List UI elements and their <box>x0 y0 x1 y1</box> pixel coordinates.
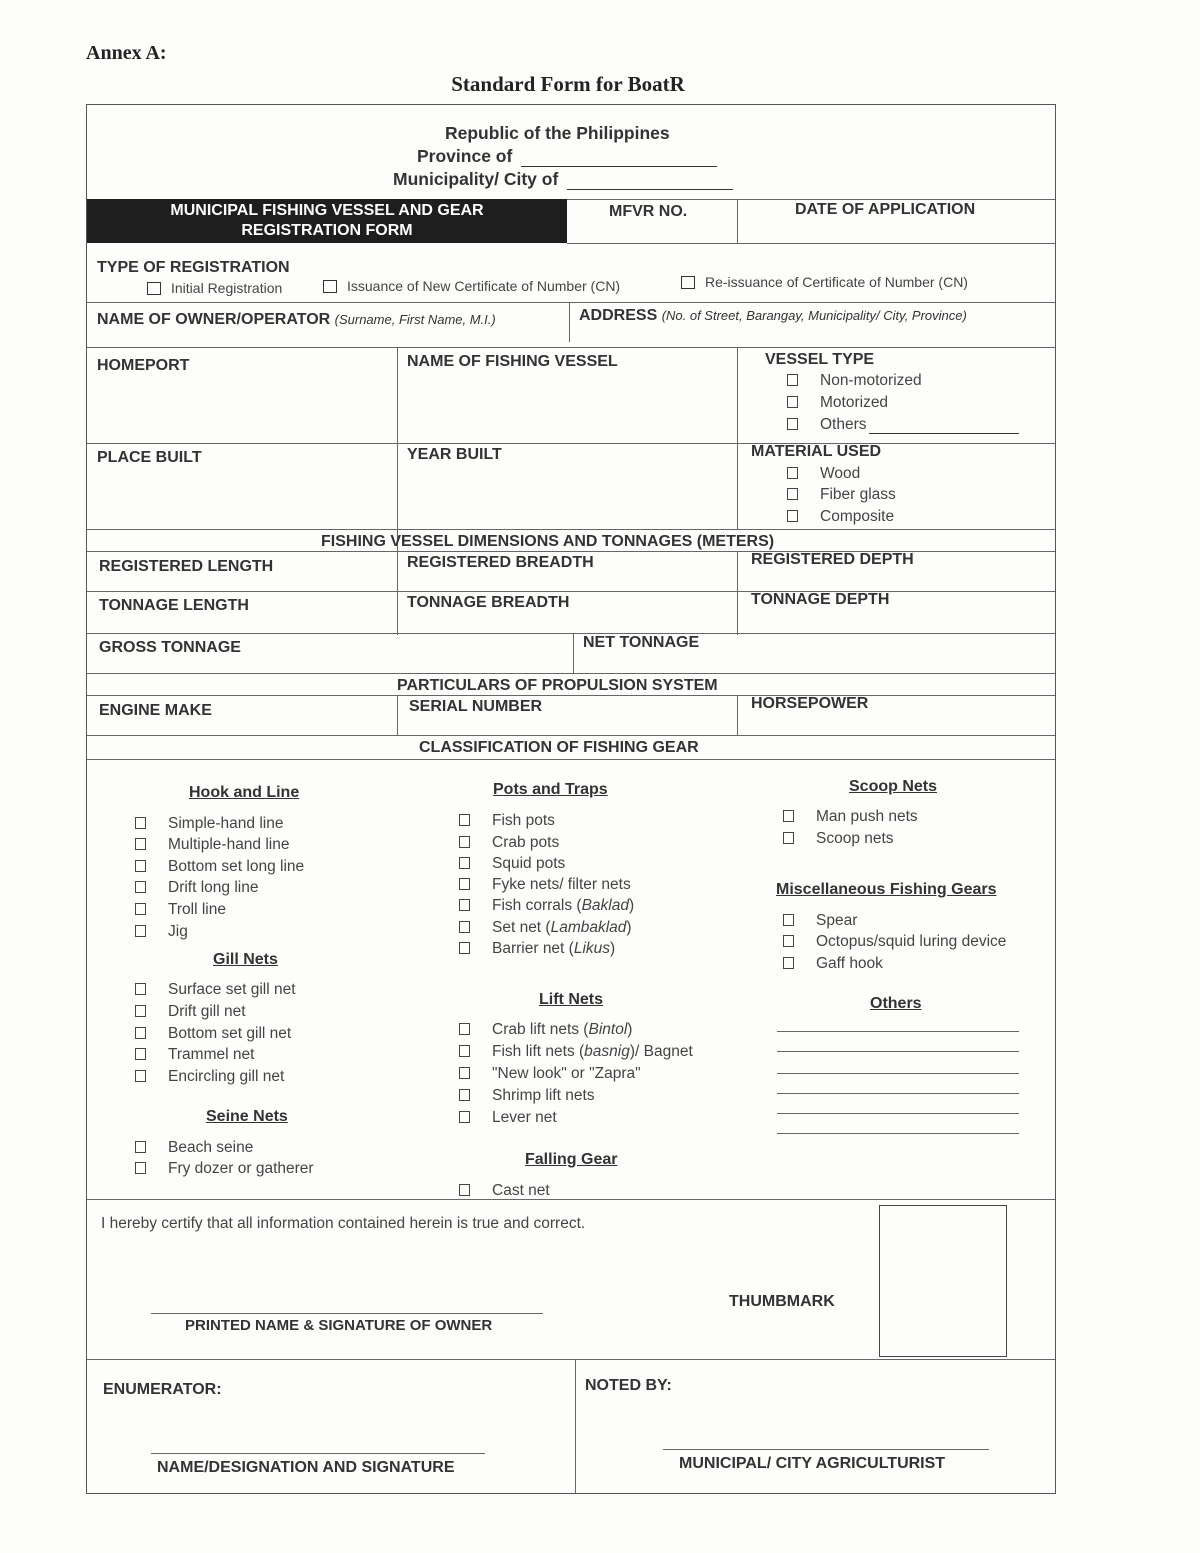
material-fiber-glass[interactable]: Fiber glass <box>787 486 896 504</box>
others-line-5[interactable] <box>777 1113 1019 1114</box>
gross-tonnage-label: GROSS TONNAGE <box>99 639 241 656</box>
type-of-registration-label: TYPE OF REGISTRATION <box>97 259 290 276</box>
owner-label: NAME OF OWNER/OPERATOR (Surname, First Name, M.I.) <box>97 311 496 328</box>
checkbox[interactable] <box>135 1162 146 1174</box>
gear-barrier-net[interactable]: Barrier net (Likus) <box>459 940 615 958</box>
form-title-bar <box>87 199 567 243</box>
checkbox[interactable] <box>459 857 470 869</box>
gear-beach-seine[interactable]: Beach seine <box>135 1139 253 1157</box>
checkbox[interactable] <box>783 957 794 969</box>
gear-lever-net[interactable]: Lever net <box>459 1109 557 1127</box>
checkbox[interactable] <box>135 838 146 850</box>
gill-nets-heading: Gill Nets <box>213 951 278 968</box>
gear-squid-pots[interactable]: Squid pots <box>459 855 565 873</box>
checkbox[interactable] <box>787 510 798 522</box>
checkbox[interactable] <box>459 1111 470 1123</box>
registration-form <box>86 104 1056 1494</box>
vessel-type-non-motorized[interactable]: Non-motorized <box>787 372 922 390</box>
checkbox[interactable] <box>787 396 798 408</box>
gear-scoop-nets[interactable]: Scoop nets <box>783 830 894 848</box>
address-label: ADDRESS (No. of Street, Barangay, Municipality/ City, Province) <box>579 307 967 324</box>
checkbox[interactable] <box>135 1005 146 1017</box>
gear-new-look[interactable]: "New look" or "Zapra" <box>459 1065 641 1083</box>
checkbox[interactable] <box>783 935 794 947</box>
reg-option-initial[interactable]: Initial Registration <box>147 280 282 296</box>
checkbox[interactable] <box>459 899 470 911</box>
municipality-label: Municipality/ City of <box>393 169 559 189</box>
vessel-name-label: NAME OF FISHING VESSEL <box>407 353 618 370</box>
others-line-6[interactable] <box>777 1133 1019 1134</box>
province-line <box>417 146 717 167</box>
checkbox[interactable] <box>135 817 146 829</box>
checkbox[interactable] <box>787 418 798 430</box>
gear-crab-lift-nets[interactable]: Crab lift nets (Bintol) <box>459 1021 632 1039</box>
gear-gaff-hook[interactable]: Gaff hook <box>783 955 883 973</box>
year-built-label: YEAR BUILT <box>407 446 502 463</box>
republic-heading: Republic of the Philippines <box>445 123 670 143</box>
checkbox[interactable] <box>135 903 146 915</box>
municipality-line <box>393 169 733 190</box>
form-title-line1: MUNICIPAL FISHING VESSEL AND GEAR <box>170 202 484 219</box>
others-line-2[interactable] <box>777 1051 1019 1052</box>
checkbox[interactable] <box>681 276 695 289</box>
gear-shrimp-lift-nets[interactable]: Shrimp lift nets <box>459 1087 595 1105</box>
checkbox[interactable] <box>135 983 146 995</box>
gear-fish-pots[interactable]: Fish pots <box>459 812 555 830</box>
checkbox[interactable] <box>459 921 470 933</box>
registered-breadth-label: REGISTERED BREADTH <box>407 554 594 571</box>
noted-by-label: NOTED BY: <box>585 1377 672 1394</box>
gear-bottom-set-long-line[interactable]: Bottom set long line <box>135 858 304 876</box>
gear-fish-corrals[interactable]: Fish corrals (Baklad) <box>459 897 634 915</box>
checkbox[interactable] <box>147 282 161 295</box>
municipality-field[interactable] <box>567 189 733 190</box>
annex-label: Annex A: <box>86 42 167 64</box>
falling-gear-heading: Falling Gear <box>525 1151 618 1168</box>
lift-nets-heading: Lift Nets <box>539 991 603 1008</box>
tonnage-depth-label: TONNAGE DEPTH <box>751 591 890 608</box>
material-wood[interactable]: Wood <box>787 465 860 483</box>
checkbox[interactable] <box>459 878 470 890</box>
serial-number-label: SERIAL NUMBER <box>409 698 543 715</box>
checkbox[interactable] <box>783 914 794 926</box>
gear-spear[interactable]: Spear <box>783 912 857 930</box>
gear-troll-line[interactable]: Troll line <box>135 901 226 919</box>
gear-multiple-hand-line[interactable]: Multiple-hand line <box>135 836 290 854</box>
checkbox[interactable] <box>459 1184 470 1196</box>
others-heading: Others <box>870 995 922 1012</box>
checkbox[interactable] <box>135 881 146 893</box>
checkbox[interactable] <box>135 1027 146 1039</box>
checkbox[interactable] <box>135 860 146 872</box>
checkbox[interactable] <box>787 374 798 386</box>
certify-statement: I hereby certify that all information contained herein is true and correct. <box>101 1215 586 1232</box>
agriculturist-signature-line[interactable] <box>663 1449 989 1450</box>
others-line-3[interactable] <box>777 1073 1019 1074</box>
document-title: Standard Form for BoatR <box>451 72 685 96</box>
gear-man-push-nets[interactable]: Man push nets <box>783 808 918 826</box>
checkbox[interactable] <box>323 280 337 293</box>
gear-fry-dozer[interactable]: Fry dozer or gatherer <box>135 1160 314 1178</box>
engine-make-label: ENGINE MAKE <box>99 702 212 719</box>
vessel-type-others[interactable]: Others <box>787 416 1019 434</box>
gear-encircling-gill-net[interactable]: Encircling gill net <box>135 1068 284 1086</box>
pots-and-traps-heading: Pots and Traps <box>493 781 608 798</box>
thumbmark-label: THUMBMARK <box>729 1293 835 1310</box>
thumbmark-box[interactable] <box>879 1205 1007 1357</box>
checkbox[interactable] <box>135 1048 146 1060</box>
checkbox[interactable] <box>459 1067 470 1079</box>
registered-length-label: REGISTERED LENGTH <box>99 558 274 575</box>
tonnage-length-label: TONNAGE LENGTH <box>99 597 249 614</box>
gear-drift-gill-net[interactable]: Drift gill net <box>135 1003 246 1021</box>
checkbox[interactable] <box>783 832 794 844</box>
province-label: Province of <box>417 146 513 166</box>
gear-jig[interactable]: Jig <box>135 923 188 941</box>
seine-nets-heading: Seine Nets <box>206 1108 288 1125</box>
gear-drift-long-line[interactable]: Drift long line <box>135 879 258 897</box>
gear-surface-set-gill-net[interactable]: Surface set gill net <box>135 981 296 999</box>
vessel-type-label: VESSEL TYPE <box>765 351 875 368</box>
gear-crab-pots[interactable]: Crab pots <box>459 834 559 852</box>
net-tonnage-label: NET TONNAGE <box>583 634 700 651</box>
checkbox[interactable] <box>459 836 470 848</box>
gear-trammel-net[interactable]: Trammel net <box>135 1046 254 1064</box>
others-line-4[interactable] <box>777 1093 1019 1094</box>
material-used-label: MATERIAL USED <box>751 443 882 460</box>
others-line-1[interactable] <box>777 1031 1019 1032</box>
checkbox[interactable] <box>459 942 470 954</box>
gear-heading: CLASSIFICATION OF FISHING GEAR <box>419 739 699 756</box>
checkbox[interactable] <box>787 467 798 479</box>
place-built-label: PLACE BUILT <box>97 449 202 466</box>
dimensions-heading: FISHING VESSEL DIMENSIONS AND TONNAGES (METERS) <box>321 533 775 550</box>
date-of-application-label: DATE OF APPLICATION <box>795 201 976 218</box>
propulsion-heading: PARTICULARS OF PROPULSION SYSTEM <box>397 677 718 694</box>
enumerator-signature-line[interactable] <box>151 1453 485 1454</box>
checkbox[interactable] <box>135 1070 146 1082</box>
gear-fish-lift-nets[interactable]: Fish lift nets (basnig)/ Bagnet <box>459 1043 693 1061</box>
checkbox[interactable] <box>787 488 798 500</box>
checkbox[interactable] <box>783 810 794 822</box>
mfvr-no-label: MFVR NO. <box>609 203 688 220</box>
registered-depth-label: REGISTERED DEPTH <box>751 551 914 568</box>
owner-signature-label: PRINTED NAME & SIGNATURE OF OWNER <box>185 1317 493 1334</box>
gear-bottom-set-gill-net[interactable]: Bottom set gill net <box>135 1025 291 1043</box>
checkbox[interactable] <box>459 1089 470 1101</box>
reg-option-reissue-cn[interactable]: Re-issuance of Certificate of Number (CN) <box>681 274 968 290</box>
hook-and-line-heading: Hook and Line <box>189 784 300 801</box>
checkbox[interactable] <box>135 925 146 937</box>
province-field[interactable] <box>521 166 717 167</box>
checkbox[interactable] <box>459 1023 470 1035</box>
name-designation-label: NAME/DESIGNATION AND SIGNATURE <box>157 1459 455 1476</box>
horsepower-label: HORSEPOWER <box>751 695 869 712</box>
owner-signature-line[interactable] <box>151 1313 543 1314</box>
checkbox[interactable] <box>459 1045 470 1057</box>
enumerator-label: ENUMERATOR: <box>103 1381 222 1398</box>
others-field[interactable] <box>869 433 1019 434</box>
gear-fyke-nets[interactable]: Fyke nets/ filter nets <box>459 876 631 894</box>
checkbox[interactable] <box>135 1141 146 1153</box>
homeport-label: HOMEPORT <box>97 357 190 374</box>
agriculturist-label: MUNICIPAL/ CITY AGRICULTURIST <box>679 1455 946 1472</box>
vessel-type-motorized[interactable]: Motorized <box>787 394 888 412</box>
scoop-nets-heading: Scoop Nets <box>849 778 938 795</box>
form-title-line2: REGISTRATION FORM <box>241 222 413 239</box>
material-composite[interactable]: Composite <box>787 508 894 526</box>
misc-gears-heading: Miscellaneous Fishing Gears <box>776 881 997 898</box>
gear-set-net[interactable]: Set net (Lambaklad) <box>459 919 632 937</box>
gear-octopus-luring-device[interactable]: Octopus/squid luring device <box>783 933 1006 951</box>
gear-cast-net[interactable]: Cast net <box>459 1182 550 1200</box>
gear-simple-hand-line[interactable]: Simple-hand line <box>135 815 283 833</box>
reg-option-new-cn[interactable]: Issuance of New Certificate of Number (CN) <box>323 278 620 294</box>
checkbox[interactable] <box>459 814 470 826</box>
tonnage-breadth-label: TONNAGE BREADTH <box>407 594 570 611</box>
